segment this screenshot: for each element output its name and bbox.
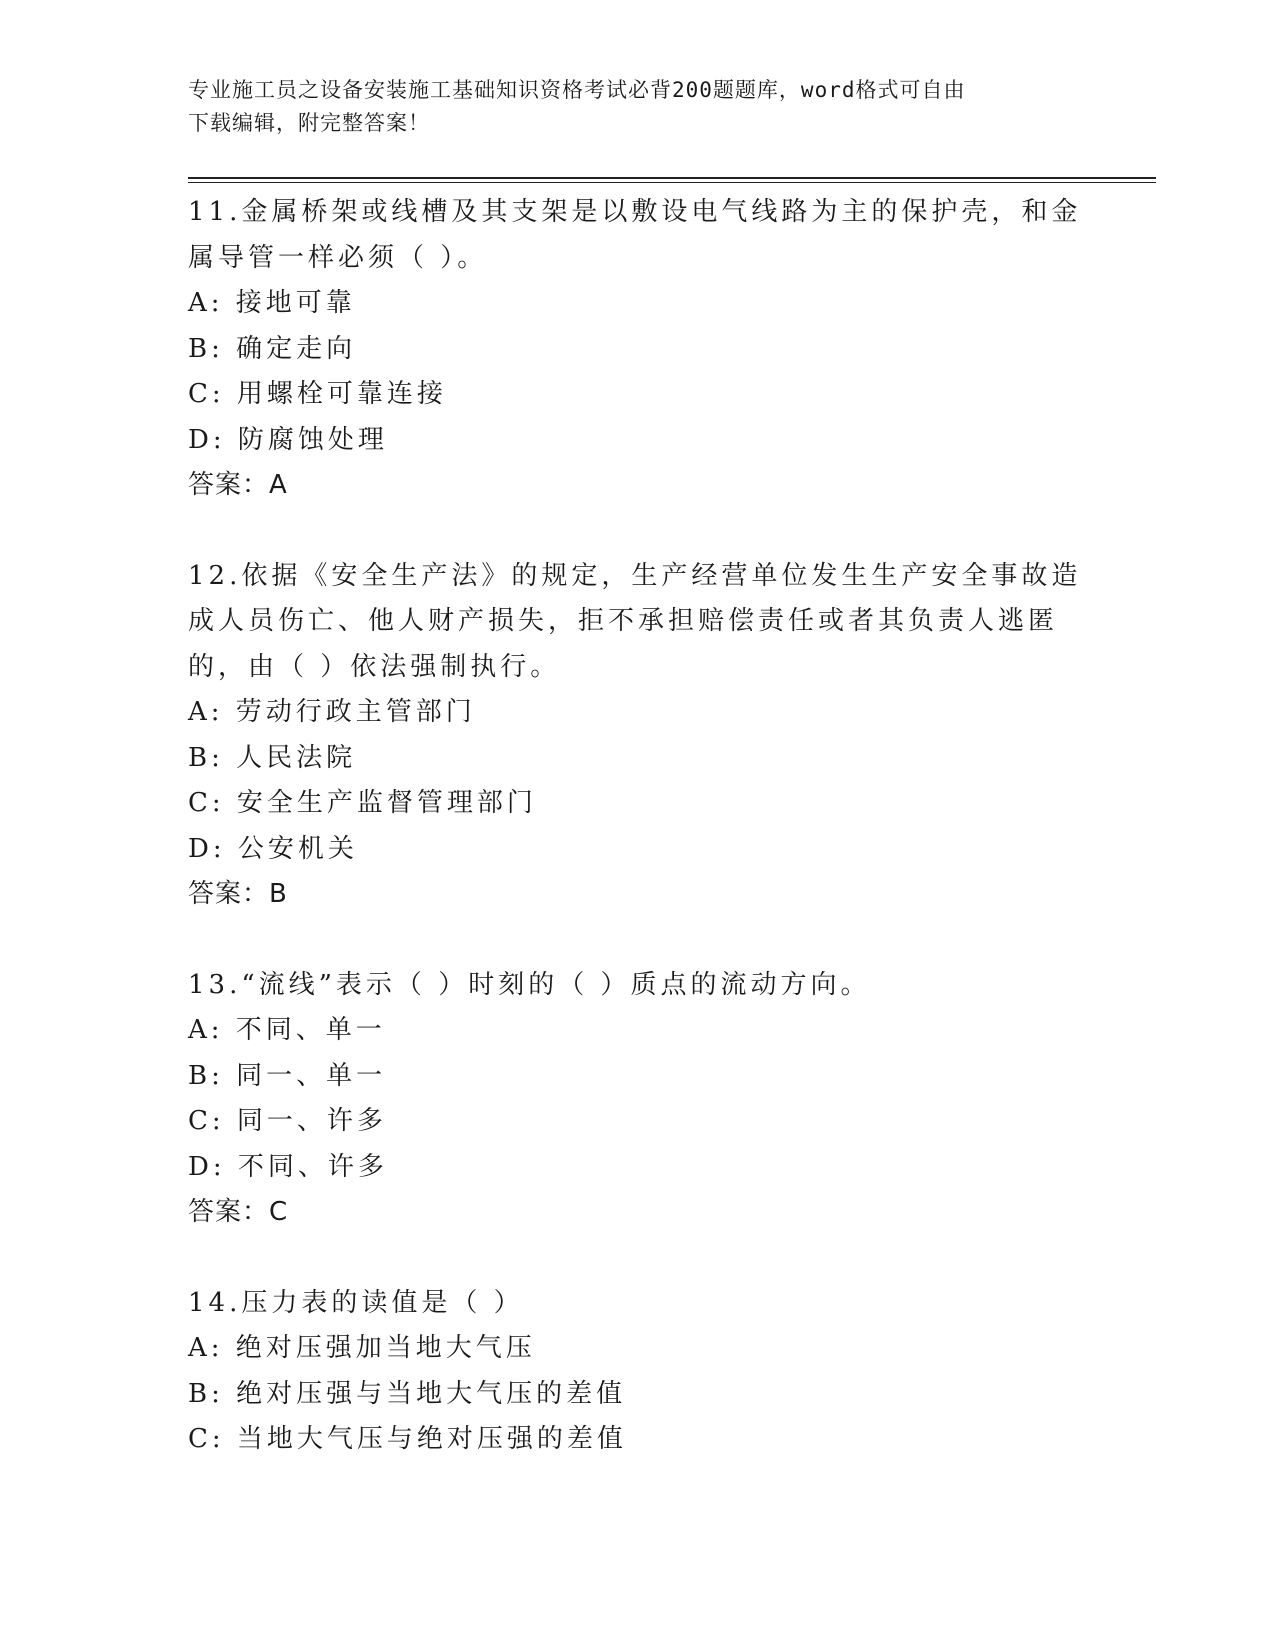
header-line-1: 专业施工员之设备安装施工基础知识资格考试必背200题题库，word格式可自由 xyxy=(188,78,966,102)
answer-line: 答案：A xyxy=(188,470,288,500)
option-d: D: 不同、许多 xyxy=(188,1151,388,1182)
option-a: A: 接地可靠 xyxy=(188,288,356,318)
option-d: D: 防腐蚀处理 xyxy=(188,424,388,455)
answer-line: 答案：B xyxy=(188,879,288,909)
question-stem: 12.依据《安全生产法》的规定，生产经营单位发生生产安全事故造成人员伤亡、他人财产损失，拒不承担赔偿责任或者其负责人逃匿的，由（ ）依法强制执行。 xyxy=(188,560,1082,682)
option-b: B: 同一、单一 xyxy=(188,1060,387,1091)
option-c: C: 用螺栓可靠连接 xyxy=(188,379,447,409)
option-d: D: 公安机关 xyxy=(188,833,358,864)
question-14 xyxy=(188,1281,1088,1463)
question-12 xyxy=(188,554,1088,918)
option-c: C: 同一、许多 xyxy=(188,1106,387,1136)
option-c: C: 安全生产监督管理部门 xyxy=(188,788,537,818)
question-11 xyxy=(188,190,1088,509)
header-divider-thick xyxy=(188,177,1156,179)
question-13 xyxy=(188,963,1088,1236)
header-line-2: 下载编辑，附完整答案！ xyxy=(188,111,430,135)
question-stem: 14.压力表的读值是（ ） xyxy=(188,1287,524,1318)
question-stem: 13.“流线”表示（ ）时刻的（ ）质点的流动方向。 xyxy=(188,969,871,1000)
document-header xyxy=(188,74,1068,140)
option-a: A: 劳动行政主管部门 xyxy=(188,697,476,727)
option-a: A: 不同、单一 xyxy=(188,1015,386,1045)
option-b: B: 确定走向 xyxy=(188,333,357,364)
option-a: A: 绝对压强加当地大气压 xyxy=(188,1333,536,1363)
question-stem: 11.金属桥架或线槽及其支架是以敷设电气线路为主的保护壳，和金属导管一样必须（ ）。 xyxy=(188,197,1082,273)
question-list xyxy=(188,190,1088,1508)
option-b: B: 人民法院 xyxy=(188,742,357,773)
option-b: B: 绝对压强与当地大气压的差值 xyxy=(188,1378,627,1409)
option-c: C: 当地大气压与绝对压强的差值 xyxy=(188,1424,627,1454)
header-divider-thin xyxy=(188,182,1156,183)
answer-line: 答案：C xyxy=(188,1197,289,1227)
